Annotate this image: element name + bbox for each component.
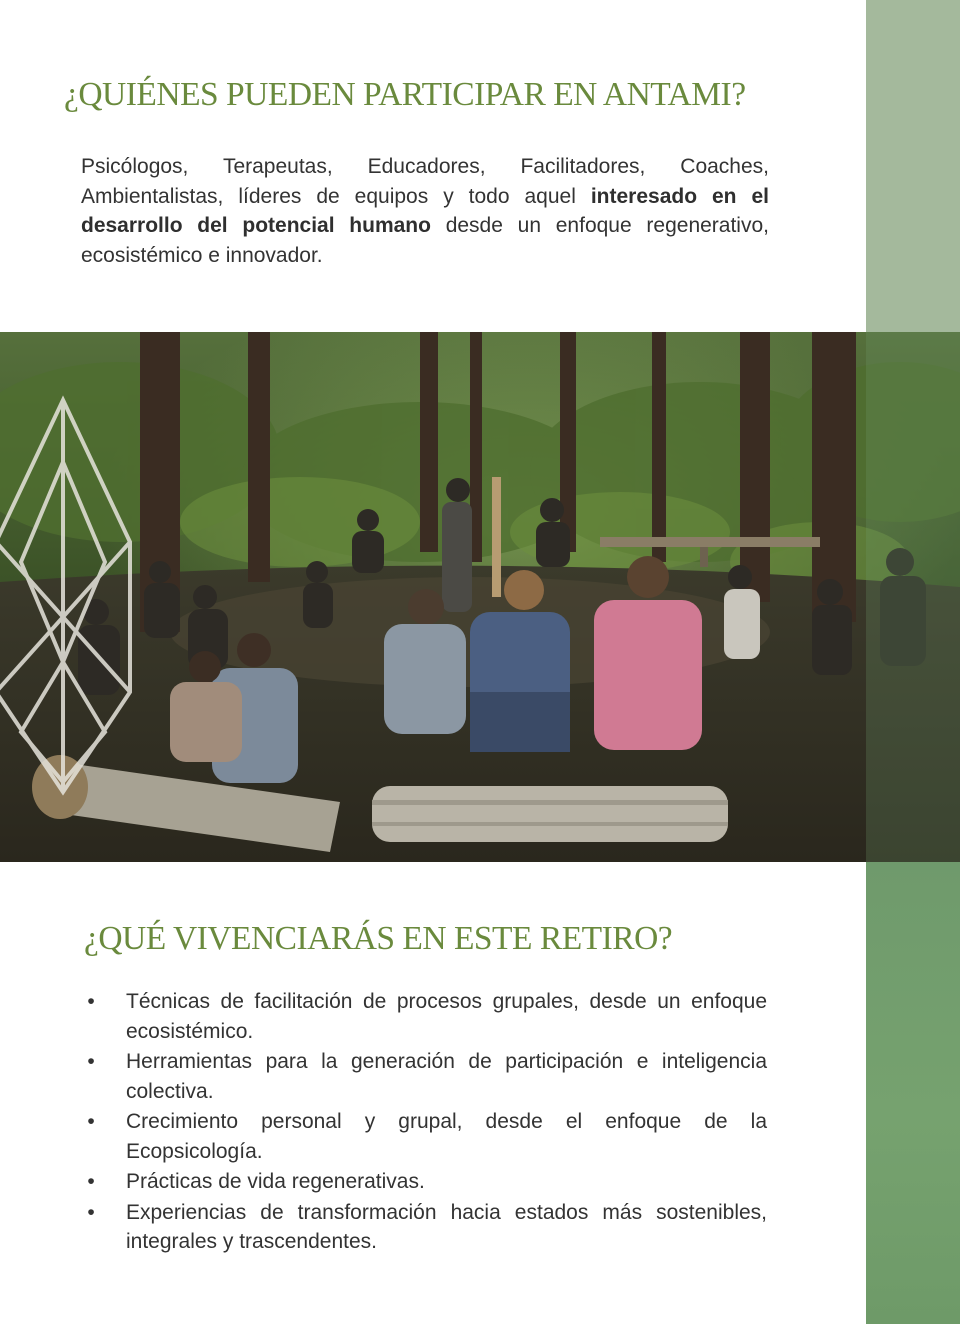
- list-item: [84, 987, 767, 1046]
- side-band-bottom: [866, 862, 960, 1324]
- list-item-text: Herramientas para la generación de participación e inteligencia colectiva.: [126, 1050, 767, 1103]
- side-band-top: [866, 0, 960, 332]
- intro-paragraph: [81, 152, 769, 270]
- forest-circle-photo: [0, 332, 960, 862]
- list-item-text: Crecimiento personal y grupal, desde el enfoque de la Ecopsicología.: [126, 1110, 767, 1163]
- list-item-text: Experiencias de transformación hacia estados más sostenibles, integrales y trascendentes.: [126, 1200, 767, 1253]
- intro-text-part2: desde un enfoque regenerativo, ecosistémico e innovador.: [81, 214, 769, 267]
- bullet-icon: •: [87, 990, 95, 1013]
- list-item: [84, 1047, 767, 1106]
- section-heading-participants: ¿QUIÉNES PUEDEN PARTICIPAR EN ANTAMI?: [64, 76, 746, 113]
- bullet-icon: •: [87, 1110, 95, 1133]
- list-item: [84, 1167, 767, 1197]
- section-heading-experiences: ¿QUÉ VIVENCIARÁS EN ESTE RETIRO?: [84, 920, 673, 957]
- experience-list: [84, 987, 767, 1258]
- list-item: [84, 1107, 767, 1166]
- intro-text-part1: Psicólogos, Terapeutas, Educadores, Facilitadores, Coaches, Ambientalistas, líderes de equipos y todo aquel: [81, 155, 769, 208]
- list-item-text: Técnicas de facilitación de procesos grupales, desde un enfoque ecosistémico.: [126, 990, 767, 1043]
- bullet-icon: •: [87, 1170, 95, 1193]
- bullet-icon: •: [87, 1200, 95, 1224]
- intro-text-bold: interesado en el desarrollo del potencial humano: [81, 184, 769, 237]
- list-item-text: Prácticas de vida regenerativas.: [126, 1170, 425, 1193]
- list-item: [84, 1198, 767, 1257]
- bullet-icon: •: [87, 1050, 95, 1073]
